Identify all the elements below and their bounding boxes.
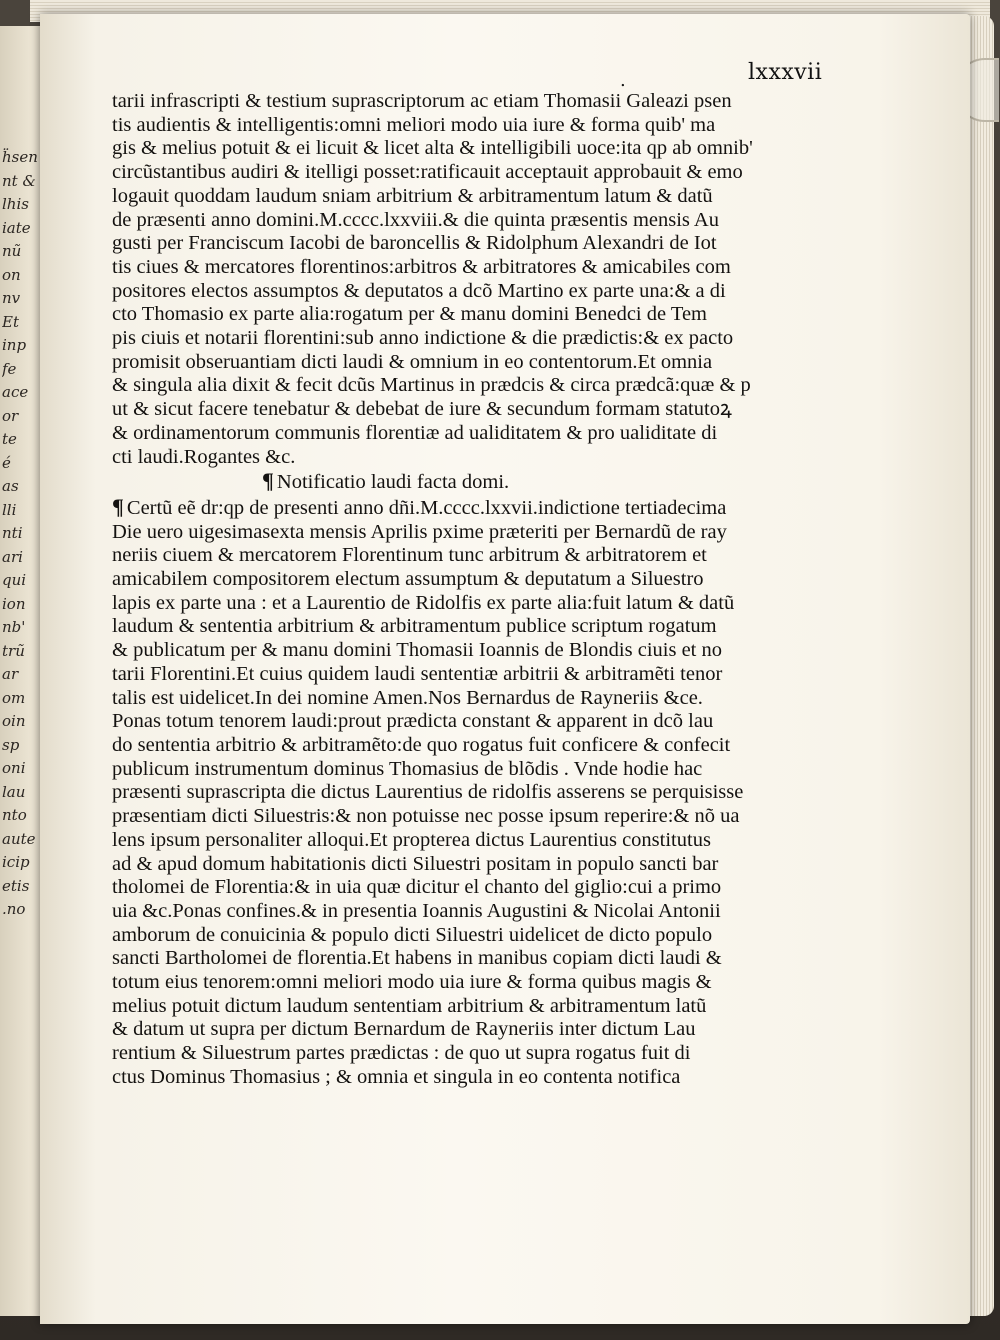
body2-line: neriis ciuem & mercatorem Florentinum tunc arbitrum & arbitratorem et — [112, 544, 707, 567]
margin-fragment: sp — [2, 735, 20, 754]
margin-fragment: ar — [2, 665, 19, 683]
margin-fragment: ari — [2, 547, 23, 566]
margin-fragment: nt & — [2, 171, 36, 190]
body2-line: præsentiam dicti Siluestris:& non potuisse nec posse ipsum reperire:& nõ ua — [112, 805, 740, 828]
body2-line: publicum instrumentum dominus Thomasius de blõdis . Vnde hodie hac — [112, 757, 703, 780]
margin-fragment: as — [2, 477, 19, 495]
margin-fragment: etis — [2, 876, 30, 895]
body-line: & ordinamentorum communis florentiæ ad ualiditatem & pro ualiditate di — [112, 421, 718, 444]
margin-fragment: te — [2, 430, 17, 448]
body-line: tis audientis & intelligentis:omni meliori modo uia iure & forma quib' ma — [112, 113, 716, 136]
body-line: circũstantibus audiri & itelligi posset:ratificauit acceptauit approbauit & emo — [112, 161, 743, 184]
facing-page-margin-text — [2, 146, 38, 922]
body-line: de præsenti anno domini.M.cccc.lxxviii.& die quinta præsentis mensis Au — [112, 208, 719, 231]
body2-line: ad & apud domum habitationis dicti Siluestri positam in populo sancti bar — [112, 852, 719, 875]
body2-line: laudum & sententia arbitrium & arbitramentum publice scriptum rogatum — [112, 615, 717, 638]
body-line: ut & sicut facere tenebatur & debebat de iure & secundum formam statutoꝝ — [112, 398, 732, 421]
margin-fragment: é — [2, 453, 11, 472]
section-heading — [112, 469, 852, 495]
body-line: cti laudi.Rogantes &c. — [112, 445, 296, 468]
body2-line: tholomei de Florentia:& in uia quæ dicitur el chanto del giglio:cui a primo — [112, 876, 722, 899]
margin-fragment: ḧsen — [2, 148, 38, 166]
margin-fragment: oin — [2, 712, 26, 730]
body2-line: & datum ut supra per dictum Bernardum de Rayneriis inter dictum Lau — [112, 1018, 696, 1041]
margin-fragment: nv — [2, 289, 21, 307]
margin-fragment: aute — [2, 829, 36, 848]
body2-line: tarii Florentini.Et cuius quidem laudi sententiæ arbitrii & arbitramẽti tenor — [112, 662, 723, 685]
margin-fragment: nto — [2, 806, 27, 824]
margin-fragment: nb' — [2, 618, 26, 636]
body2-line: talis est uidelicet.In dei nomine Amen.Nos Bernardus de Rayneriis &ce. — [112, 686, 703, 709]
margin-fragment: Et — [2, 312, 19, 331]
margin-fragment: nti — [2, 524, 23, 542]
body2-line: do sententia arbitrio & arbitramẽto:de quo rogatus fuit conficere & confecit — [112, 733, 731, 756]
body2-line: ctus Dominus Thomasius ; & omnia et singula in eo contenta notifica — [112, 1065, 681, 1088]
margin-fragment: ion — [2, 594, 26, 613]
heading-text: Notificatio laudi facta domi. — [276, 471, 510, 494]
paragraph-mark-icon: ¶ — [112, 493, 124, 519]
paragraph-1 — [112, 90, 852, 469]
paragraph-mark-icon: ¶ — [262, 468, 274, 494]
margin-fragment: iate — [2, 218, 31, 237]
body-line: logauit quoddam laudum sniam arbitrium & arbitramentum latum & datũ — [112, 184, 713, 207]
body-line: gis & melius potuit & ei licuit & licet alta & intelligibili uoce:ita qp ab omnib' — [112, 137, 753, 160]
body-text — [112, 90, 852, 1090]
body-line: gusti per Franciscum Iacobi de baroncellis & Ridolphum Alexandri de Iot — [112, 232, 717, 255]
body-line: tarii infrascripti & testium suprascriptorum ac etiam Thomasii Galeazi psen — [112, 90, 732, 112]
body2-line: præsenti suprascripta die dictus Laurentius de ridolfis asserens se perquisisse — [112, 781, 744, 804]
line-text: Certũ eẽ dr:qp de presenti anno dñi.M.cccc.lxxvii.indictione tertiadecima — [126, 496, 727, 519]
margin-fragment: oni — [2, 759, 26, 777]
body2-line: uia &c.Ponas confines.& in presentia Ioannis Augustini & Nicolai Antonii — [112, 899, 721, 922]
body-line: pis ciuis et notarii florentini:sub anno indictione & die prædictis:& ex pacto — [112, 327, 734, 350]
body-line: promisit obseruantiam dicti laudi & omnium in eo contentorum.Et omnia — [112, 350, 713, 373]
margin-fragment: lli — [2, 500, 17, 519]
margin-fragment: on — [2, 265, 21, 284]
body2-line: melius potuit dictum laudum sententiam arbitrium & arbitramentum latũ — [112, 994, 707, 1017]
body2-line: & publicatum per & manu domini Thomasii Ioannis de Blondis ciuis et no — [112, 639, 722, 662]
body2-line: Die uero uigesimasexta mensis Aprilis pxime præteriti per Bernardũ de ray — [112, 520, 727, 543]
margin-fragment: ace — [2, 383, 29, 401]
margin-fragment: trũ — [2, 641, 25, 660]
body2-line: totum eius tenorem:omni meliori modo uia iure & forma quibus magis & — [112, 971, 712, 994]
margin-fragment: nũ — [2, 242, 22, 260]
margin-fragment: .no — [2, 900, 26, 918]
margin-fragment: icip — [2, 853, 30, 871]
margin-fragment: lhis — [2, 195, 29, 213]
body2-line: sancti Bartholomei de florentia.Et habens in manibus copiam dicti laudi & — [112, 947, 722, 970]
paragraph-2 — [112, 495, 852, 1090]
body2-line: lens ipsum personaliter alloqui.Et propterea dictus Laurentius constitutus — [112, 828, 711, 851]
signature-dot: . — [620, 70, 626, 91]
body-line: cto Thomasio ex parte alia:rogatum per & manu domini Benedci de Tem — [112, 303, 707, 326]
margin-fragment: inp — [2, 336, 27, 354]
body2-line: Ponas totum tenorem laudi:prout prædicta constant & apparent in dcõ lau — [112, 710, 714, 733]
margin-fragment: lau — [2, 782, 26, 801]
body2-line: amborum de conuicinia & populo dicti Siluestri uidelicet de dicto populo — [112, 923, 713, 946]
margin-fragment: qui — [2, 571, 27, 589]
leaf-number: lxxxvii — [748, 60, 823, 85]
body2-line: rentium & Siluestrum partes prædictas : de quo ut supra rogatus fuit di — [112, 1042, 691, 1065]
margin-fragment: om — [2, 688, 26, 707]
body2-line: amicabilem compositorem electum assumptum & deputatum a Siluestro — [112, 568, 704, 591]
body-line: tis ciues & mercatores florentinos:arbitros & arbitratores & amicabiles com — [112, 255, 731, 278]
margin-fragment: fe — [2, 359, 17, 378]
body2-line — [112, 495, 852, 521]
body-line: & singula alia dixit & fecit dcũs Martinus in prædcis & circa prædcã:quæ & p — [112, 374, 751, 397]
body-line: positores electos assumptos & deputatos a dcõ Martino ex parte una:& a di — [112, 279, 726, 302]
margin-fragment: or — [2, 406, 19, 425]
body2-line: lapis ex parte una : et a Laurentio de Ridolfis ex parte alia:fuit latum & datũ — [112, 591, 735, 614]
